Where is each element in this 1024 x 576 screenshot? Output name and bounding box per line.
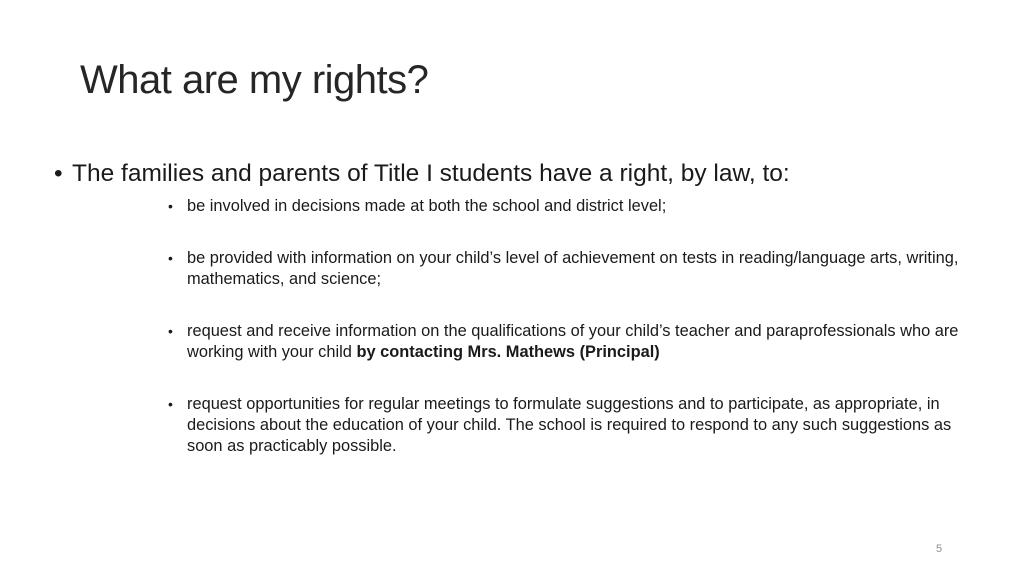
sub-bullet-text: request and receive information on the qualifications of your child’s teacher and paraprofessionals who are working with your child [187, 322, 959, 361]
bullet-dot-icon: • [168, 323, 173, 339]
bullet-dot-icon: • [168, 396, 173, 412]
sub-bullet-text: be involved in decisions made at both the school and district level; [187, 197, 667, 215]
main-bullet [54, 160, 790, 188]
sub-bullet-item [168, 321, 980, 363]
slide-title: What are my rights? [80, 58, 429, 102]
bullet-dot-icon: • [168, 250, 173, 266]
bullet-dot-icon: • [54, 160, 63, 187]
main-bullet-text: The families and parents of Title I students have a right, by law, to: [72, 160, 790, 187]
sub-bullet-text: be provided with information on your child’s level of achievement on tests in reading/language arts, writing, mathematics, and science; [187, 249, 959, 288]
sub-bullet-item [168, 248, 980, 290]
slide-number: 5 [936, 543, 943, 555]
principal-contact-emphasis: by contacting Mrs. Mathews (Principal) [356, 343, 660, 361]
bullet-dot-icon: • [168, 198, 173, 214]
sub-bullet-item [168, 394, 980, 457]
sub-bullet-item [168, 196, 980, 217]
sub-bullet-list [168, 196, 980, 488]
sub-bullet-text: request opportunities for regular meetings to formulate suggestions and to participate, as appropriate, in decisions about the education of your child. The school is required to respond to any such suggestions as soon as practicably possible. [187, 395, 952, 455]
